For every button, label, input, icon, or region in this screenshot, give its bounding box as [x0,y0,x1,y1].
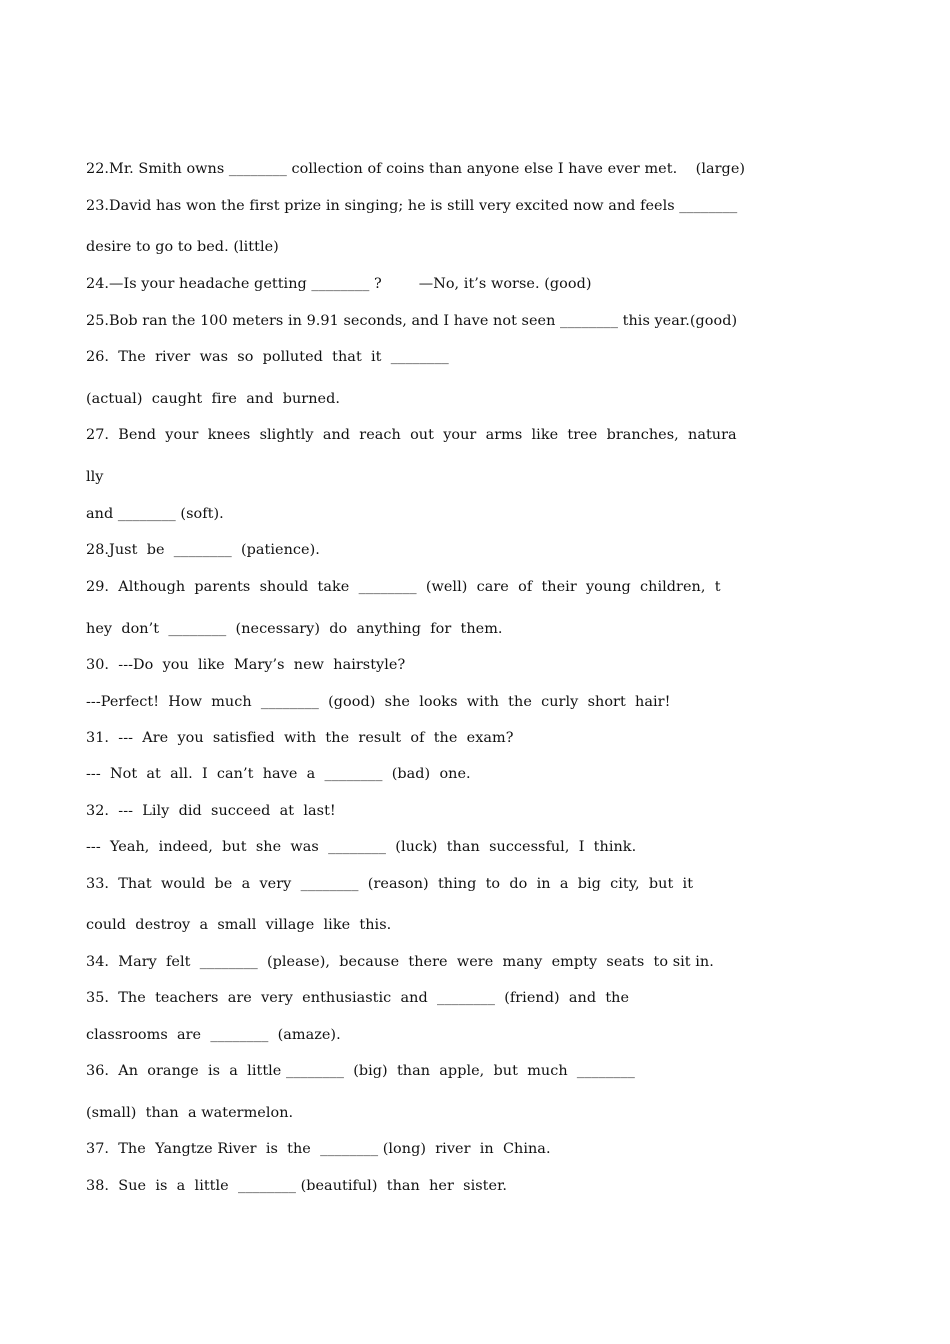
question-29-continuation: hey don’t ________ (necessary) do anything for them. [86,621,503,637]
question-30-answer-line: ---Perfect! How much ________ (good) she looks with the curly short hair! [86,694,671,710]
question-32-line: 32. --- Lily did succeed at last! [86,803,336,819]
question-25-line: 25.Bob ran the 100 meters in 9.91 seconds, and I have not seen ________ this year.(good) [86,313,738,329]
question-24-line: 24.—Is your headache getting ________ ? —No, it’s worse. (good) [86,276,592,292]
question-32-answer-line: --- Yeah, indeed, but she was ________ (luck) than successful, I think. [86,839,637,855]
question-28-line: 28.Just be ________ (patience). [86,542,320,558]
question-38-line: 38. Sue is a little ________ (beautiful) than her sister. [86,1178,508,1194]
question-33-line: 33. That would be a very ________ (reason) thing to do in a big city, but it [86,876,694,892]
question-23-line: 23.David has won the first prize in singing; he is still very excited now and feels ________ [86,198,738,214]
question-27-continuation-2: and ________ (soft). [86,506,224,522]
question-31-line: 31. --- Are you satisfied with the result of the exam? [86,730,514,746]
question-27-line: 27. Bend your knees slightly and reach out your arms like tree branches, natura [86,427,737,443]
question-36-continuation: (small) than a watermelon. [86,1105,294,1121]
question-29-line: 29. Although parents should take ________ (well) care of their young children, t [86,579,721,595]
question-35-line: 35. The teachers are very enthusiastic and ________ (friend) and the [86,990,630,1006]
question-22-line: 22.Mr. Smith owns ________ collection of coins than anyone else I have ever met. (large) [86,161,746,177]
question-34-line: 34. Mary felt ________ (please), because there were many empty seats to sit in. [86,954,714,970]
question-36-line: 36. An orange is a little ________ (big) than apple, but much ________ [86,1063,635,1079]
question-26-continuation: (actual) caught fire and burned. [86,391,340,407]
question-31-answer-line: --- Not at all. I can’t have a ________ (bad) one. [86,766,471,782]
question-26-line: 26. The river was so polluted that it ________ [86,349,449,365]
question-37-line: 37. The Yangtze River is the ________ (long) river in China. [86,1141,551,1157]
question-33-continuation: could destroy a small village like this. [86,917,392,933]
question-23-continuation: desire to go to bed. (little) [86,239,279,255]
question-27-continuation-1: lly [86,469,104,485]
question-35-continuation: classrooms are ________ (amaze). [86,1027,341,1043]
question-30-line: 30. ---Do you like Mary’s new hairstyle? [86,657,406,673]
